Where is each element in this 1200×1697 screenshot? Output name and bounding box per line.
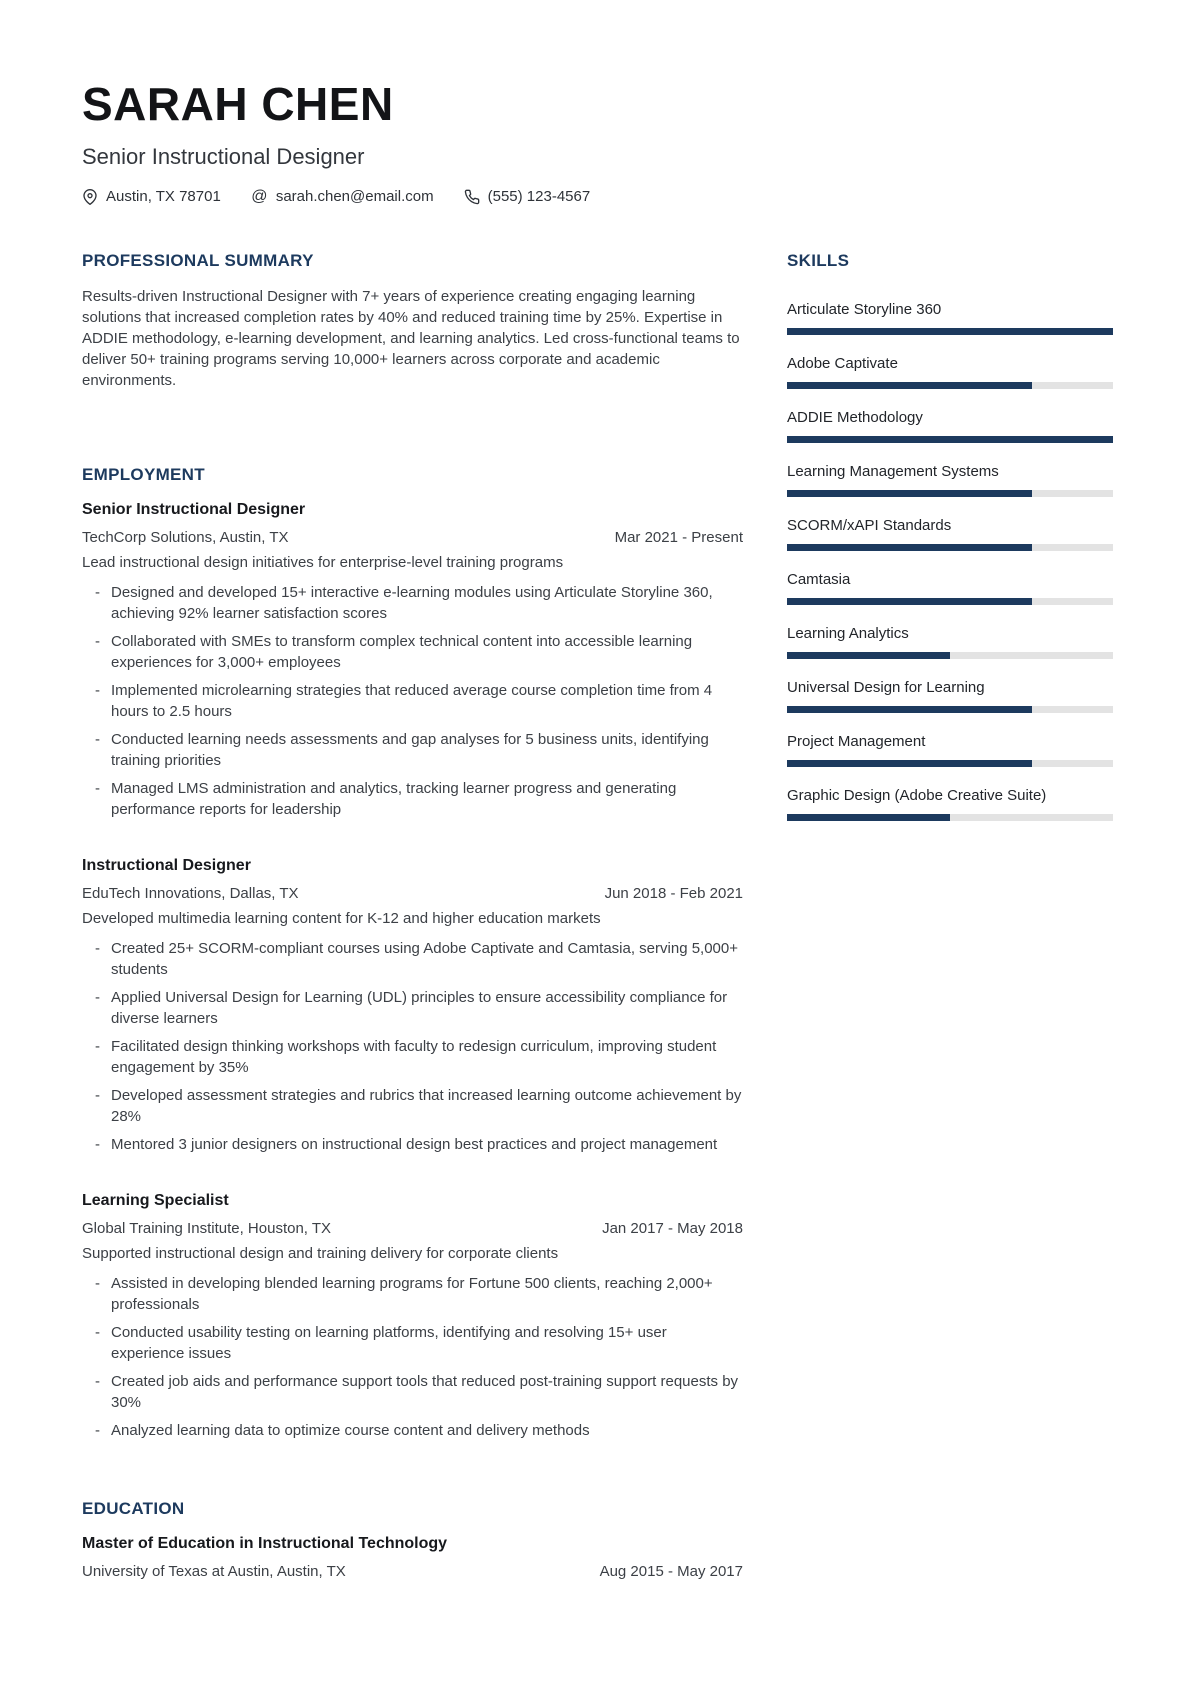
job-bullet: - Created 25+ SCORM-compliant courses using Adobe Captivate and Camtasia, serving 5,000+ students	[95, 940, 739, 978]
skill-bar	[787, 436, 1113, 443]
job-bullet: - Analyzed learning data to optimize course content and delivery methods	[95, 1422, 590, 1439]
skill-label: Camtasia	[787, 571, 851, 588]
skill-bar	[787, 544, 1113, 551]
skill-bar-fill	[787, 706, 1032, 713]
skill-label: Articulate Storyline 360	[787, 301, 942, 318]
job-bullet: - Collaborated with SMEs to transform complex technical content into accessible learning experiences for 3,000+ employees	[95, 633, 693, 671]
job-summary: Supported instructional design and training delivery for corporate clients	[82, 1245, 559, 1262]
skills-heading: SKILLS	[787, 251, 850, 270]
at-sign-icon	[251, 188, 268, 205]
skill-item	[787, 300, 1113, 335]
employment-heading: EMPLOYMENT	[82, 465, 205, 484]
section-education	[82, 1499, 743, 1582]
job-summary: Developed multimedia learning content for K-12 and higher education markets	[82, 910, 601, 927]
contact-row	[82, 188, 1113, 205]
job-title: Senior Instructional Designer	[82, 501, 306, 518]
contact-email-text: sarah.chen@email.com	[275, 188, 434, 205]
skill-bar-fill	[787, 328, 1113, 335]
job-bullet: - Applied Universal Design for Learning (UDL) principles to ensure accessibility compliance for diverse learners	[95, 989, 728, 1027]
bullet-dash: -	[95, 940, 100, 957]
job-title: Instructional Designer	[82, 857, 251, 874]
skill-bar-fill	[787, 436, 1113, 443]
contact-location-text: Austin, TX 78701	[106, 188, 221, 205]
job-bullet: - Managed LMS administration and analytics, tracking learner progress and generating performance reports for leadership	[95, 780, 677, 818]
job-bullet-list	[82, 938, 743, 1155]
skills-sidebar	[787, 251, 1113, 821]
job-bullet-list	[82, 1273, 743, 1441]
bullet-dash: -	[95, 1087, 100, 1104]
job-bullet: - Conducted usability testing on learning platforms, identifying and resolving 15+ user experience issues	[95, 1324, 667, 1362]
skill-label: Adobe Captivate	[787, 355, 898, 372]
education-school: University of Texas at Austin, Austin, TX	[82, 1563, 346, 1580]
job-entry	[82, 1191, 743, 1441]
job-bullet: - Created job aids and performance support tools that reduced post-training support requests by 30%	[95, 1373, 739, 1411]
job-summary: Lead instructional design initiatives for enterprise-level training programs	[82, 554, 564, 571]
skill-item	[787, 624, 1113, 659]
skill-item	[787, 786, 1113, 821]
skill-bar-fill	[787, 598, 1032, 605]
skill-bar	[787, 706, 1113, 713]
contact-phone	[464, 188, 591, 205]
location-pin-icon	[82, 189, 98, 205]
skill-bar	[787, 490, 1113, 497]
section-employment	[82, 465, 743, 1441]
bullet-dash: -	[95, 682, 100, 699]
section-professional-summary	[82, 251, 743, 391]
resume-title: Senior Instructional Designer	[82, 144, 365, 169]
skill-label: Graphic Design (Adobe Creative Suite)	[787, 787, 1047, 804]
education-dates: Aug 2015 - May 2017	[599, 1563, 743, 1580]
job-bullet: - Facilitated design thinking workshops with faculty to redesign curriculum, improving student engagement by 35%	[95, 1038, 717, 1076]
job-company: TechCorp Solutions, Austin, TX	[82, 529, 289, 546]
skill-bar	[787, 652, 1113, 659]
skill-label: ADDIE Methodology	[787, 409, 923, 426]
skill-bar	[787, 328, 1113, 335]
skill-item	[787, 408, 1113, 443]
bullet-dash: -	[95, 1373, 100, 1390]
skill-bar-fill	[787, 490, 1032, 497]
job-bullet-list	[82, 582, 743, 820]
skill-item	[787, 354, 1113, 389]
main-column	[82, 251, 743, 1582]
bullet-dash: -	[95, 1422, 100, 1439]
skill-bar	[787, 760, 1113, 767]
bullet-dash: -	[95, 1038, 100, 1055]
bullet-dash: -	[95, 780, 100, 797]
skill-bar	[787, 814, 1113, 821]
bullet-dash: -	[95, 584, 100, 601]
summary-text: Results-driven Instructional Designer with 7+ years of experience creating engaging learning solutions that increased completion rates by 40% and reduced training time by 25%. Expertise in ADDIE methodology, e-learning development, and learning analytics. Led cross-functional teams to deliver 50+ training programs serving 10,000+ learners across corporate and academic environments.	[82, 288, 740, 389]
education-degree: Master of Education in Instructional Technology	[82, 1535, 448, 1552]
job-bullet: - Implemented microlearning strategies that reduced average course completion time from 4 hours to 2.5 hours	[95, 682, 713, 720]
bullet-dash: -	[95, 989, 100, 1006]
skill-bar-fill	[787, 652, 950, 659]
skill-bar-fill	[787, 814, 950, 821]
job-dates: Mar 2021 - Present	[614, 529, 743, 546]
skill-item	[787, 570, 1113, 605]
job-bullet: - Mentored 3 junior designers on instructional design best practices and project management	[95, 1136, 718, 1153]
resume-name: SARAH CHEN	[82, 78, 394, 130]
job-bullet: - Conducted learning needs assessments and gap analyses for 5 business units, identifying training priorities	[95, 731, 709, 769]
skill-item	[787, 462, 1113, 497]
skill-bar-fill	[787, 544, 1032, 551]
skill-label: Learning Analytics	[787, 625, 909, 642]
skill-bar	[787, 382, 1113, 389]
job-bullet: - Developed assessment strategies and rubrics that increased learning outcome achievement by 28%	[95, 1087, 742, 1125]
bullet-dash: -	[95, 1136, 100, 1153]
job-dates: Jan 2017 - May 2018	[602, 1220, 743, 1237]
bullet-dash: -	[95, 633, 100, 650]
skill-bar-fill	[787, 760, 1032, 767]
contact-phone-text: (555) 123-4567	[487, 188, 591, 205]
education-heading: EDUCATION	[82, 1499, 185, 1518]
job-entry	[82, 856, 743, 1155]
summary-heading: PROFESSIONAL SUMMARY	[82, 251, 314, 270]
job-company: Global Training Institute, Houston, TX	[82, 1220, 332, 1237]
skill-bar-fill	[787, 382, 1032, 389]
job-bullet: - Designed and developed 15+ interactive e-learning modules using Articulate Storyline 360, achieving 92% learner satisfaction scores	[95, 584, 713, 622]
skill-item	[787, 516, 1113, 551]
resume-body	[82, 251, 1113, 1582]
contact-email	[251, 188, 434, 205]
skill-label: Learning Management Systems	[787, 463, 999, 480]
bullet-dash: -	[95, 731, 100, 748]
skill-bar	[787, 598, 1113, 605]
skill-label: Project Management	[787, 733, 926, 750]
skill-item	[787, 678, 1113, 713]
job-title: Learning Specialist	[82, 1192, 229, 1209]
phone-icon	[464, 189, 480, 205]
bullet-dash: -	[95, 1275, 100, 1292]
job-bullet: - Assisted in developing blended learning programs for Fortune 500 clients, reaching 2,000+ professionals	[95, 1275, 713, 1313]
job-dates: Jun 2018 - Feb 2021	[604, 885, 743, 902]
job-entry	[82, 500, 743, 820]
skill-label: Universal Design for Learning	[787, 679, 985, 696]
skill-item	[787, 732, 1113, 767]
skill-label: SCORM/xAPI Standards	[787, 517, 952, 534]
job-company: EduTech Innovations, Dallas, TX	[82, 885, 299, 902]
bullet-dash: -	[95, 1324, 100, 1341]
contact-location	[82, 188, 221, 205]
resume-header	[82, 80, 1113, 205]
